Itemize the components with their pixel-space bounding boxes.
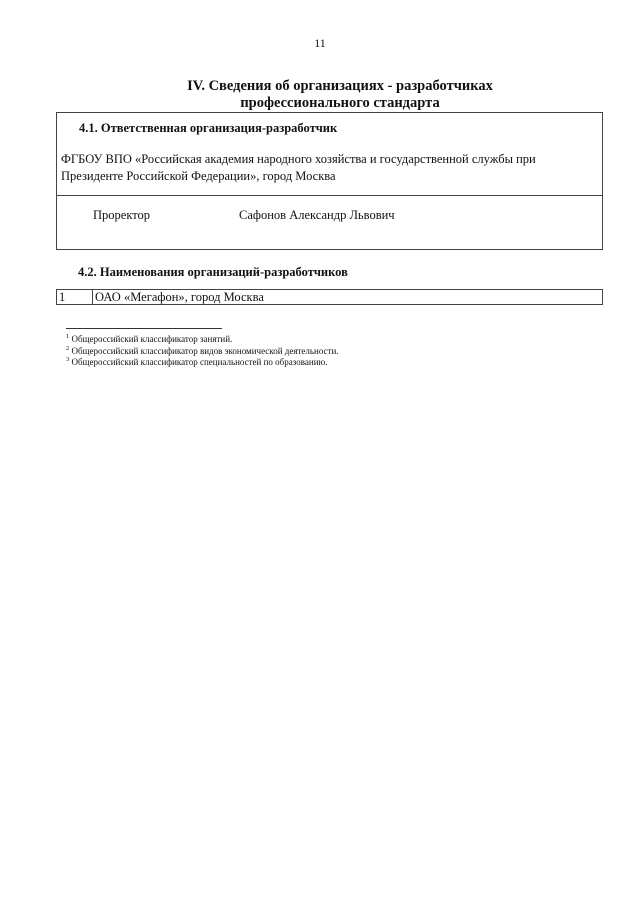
- footnote-1-text: Общероссийский классификатор занятий.: [71, 334, 233, 344]
- section-title-line-2: профессионального стандарта: [240, 95, 440, 111]
- footnote-3: [66, 357, 586, 369]
- signer-position: Проректор: [93, 208, 151, 222]
- signer-name: Сафонов Александр Львович: [239, 208, 395, 222]
- responsible-org-box: [56, 112, 603, 250]
- page-number: 11: [314, 36, 326, 50]
- developer-row-number: 1: [57, 290, 93, 304]
- footnote-1-mark: 1: [66, 333, 70, 340]
- footnote-3-text: Общероссийский классификатор специальностей по образованию.: [71, 357, 328, 367]
- footnote-1: [66, 334, 586, 346]
- responsible-org-name: [61, 151, 591, 185]
- box-divider: [57, 195, 602, 196]
- responsible-org-name-line-1: ФГБОУ ВПО «Российская академия народного хозяйства и государственной службы при: [61, 152, 536, 166]
- footnote-2-mark: 2: [66, 344, 70, 352]
- footnote-separator: [66, 328, 222, 329]
- footnote-2: [66, 346, 586, 358]
- footnote-2-text: Общероссийский классификатор видов экономической деятельности.: [71, 345, 339, 356]
- developer-row-name: ОАО «Мегафон», город Москва: [95, 290, 264, 304]
- responsible-org-name-line-2: Президенте Российской Федерации», город Москва: [61, 169, 336, 183]
- section-title-line-1: IV. Сведения об организациях - разработчиках: [187, 78, 493, 94]
- section-title: [60, 78, 620, 112]
- developers-table: [56, 289, 603, 305]
- responsible-org-heading: 4.1. Ответственная организация-разработчик: [79, 121, 338, 135]
- developers-heading: 4.2. Наименования организаций-разработчиков: [78, 265, 348, 279]
- footnote-3-mark: 3: [66, 356, 70, 363]
- footnotes: [66, 334, 586, 369]
